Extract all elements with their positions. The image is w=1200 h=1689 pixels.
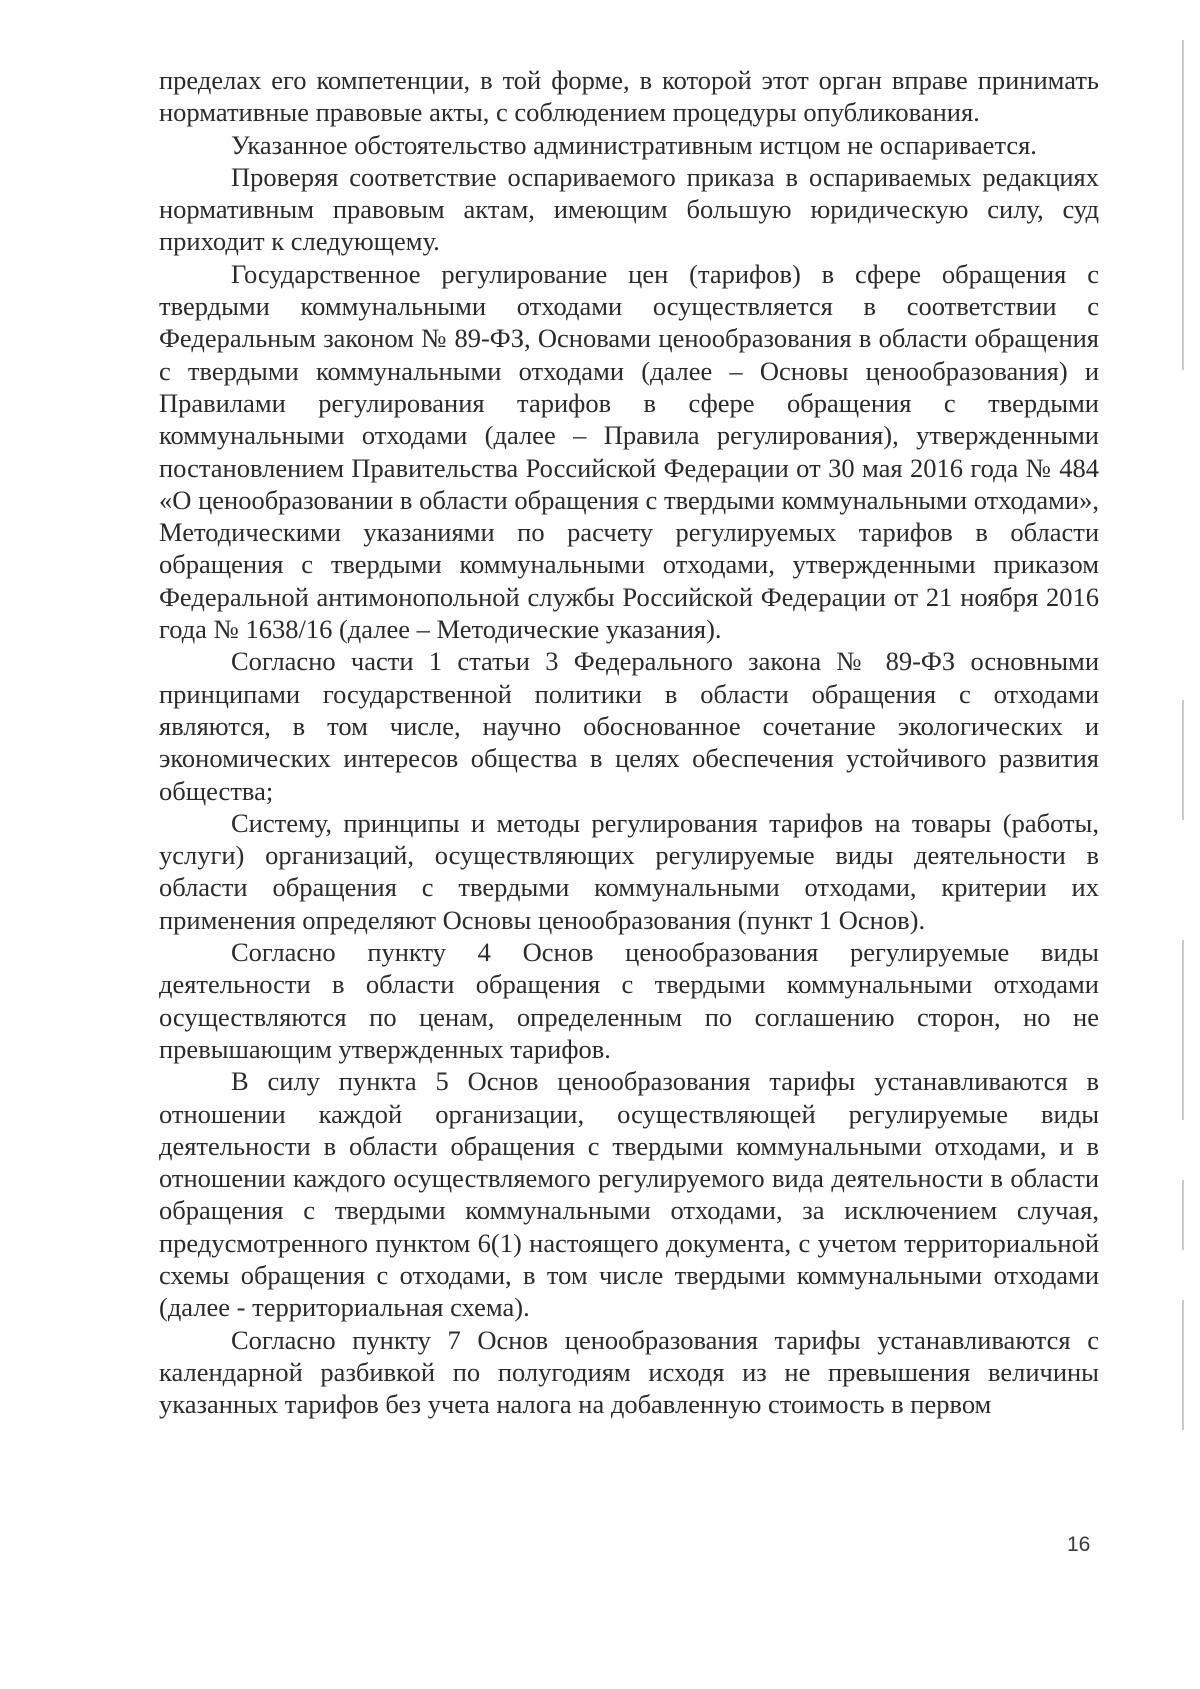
document-body <box>159 64 1099 1420</box>
scan-edge-mark <box>1182 1180 1184 1250</box>
paragraph: пределах его компетенции, в той форме, в которой этот орган вправе принимать нормативные правовые акты, с соблюдением процедуры опубликования. <box>159 65 1099 128</box>
scan-edge-mark <box>1182 940 1184 1120</box>
paragraph: Согласно части 1 статьи 3 Федерального закона № 89-ФЗ основными принципами государственной политики в области обращения с отходами являются, в том числе, научно обоснованное сочетание экологических и экономических интересов общества в целях обеспечения устойчивого развития общества; <box>159 646 1099 806</box>
paragraph: В силу пункта 5 Основ ценообразования тарифы устанавливаются в отношении каждой организации, осуществляющей регулируемые виды деятельности в области обращения с твердыми коммунальными отходами, и в отношении каждого осуществляемого регулируемого вида деятельности в области обращения с твердыми коммунальными отходами, за исключением случая, предусмотренного пунктом 6(1) настоящего документа, с учетом территориальной схемы обращения с отходами, в том числе твердыми коммунальными отходами (далее - территориальная схема). <box>159 1066 1099 1323</box>
paragraph: Государственное регулирование цен (тарифов) в сфере обращения с твердыми коммунальными отходами осуществляется в соответствии с Федеральным законом № 89-ФЗ, Основами ценообразования в области обращения с твердыми коммунальными отходами (далее – Основы ценообразования) и Правилами регулирования тарифов в сфере обращения с твердыми коммунальными отходами (далее – Правила регулирования), утвержденными постановлением Правительства Российской Федерации от 30 мая 2016 года № 484 «О ценообразовании в области обращения с твердыми коммунальными отходами», Методическими указаниями по расчету регулируемых тарифов в области обращения с твердыми коммунальными отходами, утвержденными приказом Федеральной антимонопольной службы Российской Федерации от 21 ноября 2016 года № 1638/16 (далее – Методические указания). <box>159 258 1099 645</box>
paragraph: Систему, принципы и методы регулирования тарифов на товары (работы, услуги) организаций, осуществляющих регулируемые виды деятельности в области обращения с твердыми коммунальными отходами, критерии их применения определяют Основы ценообразования (пункт 1 Основ). <box>159 807 1099 935</box>
paragraph: Указанное обстоятельство административным истцом не оспаривается. <box>231 129 1037 160</box>
scan-edge-mark <box>1182 700 1184 820</box>
page-number: 16 <box>1067 1533 1091 1556</box>
scan-edge-mark <box>1182 1300 1184 1430</box>
paragraph: Проверяя соответствие оспариваемого приказа в оспариваемых редакциях нормативным правовым актам, имеющим большую юридическую силу, суд приходит к следующему. <box>159 161 1099 257</box>
paragraph: Согласно пункту 4 Основ ценообразования регулируемые виды деятельности в области обращения с твердыми коммунальными отходами осуществляются по ценам, определенным по соглашению сторон, но не превышающим утвержденных тарифов. <box>159 937 1099 1064</box>
paragraph: Согласно пункту 7 Основ ценообразования тарифы устанавливаются с календарной разбивкой по полугодиям исходя из не превышения величины указанных тарифов без учета налога на добавленную стоимость в первом <box>159 1324 1099 1420</box>
scan-edge-mark <box>1182 40 1184 370</box>
